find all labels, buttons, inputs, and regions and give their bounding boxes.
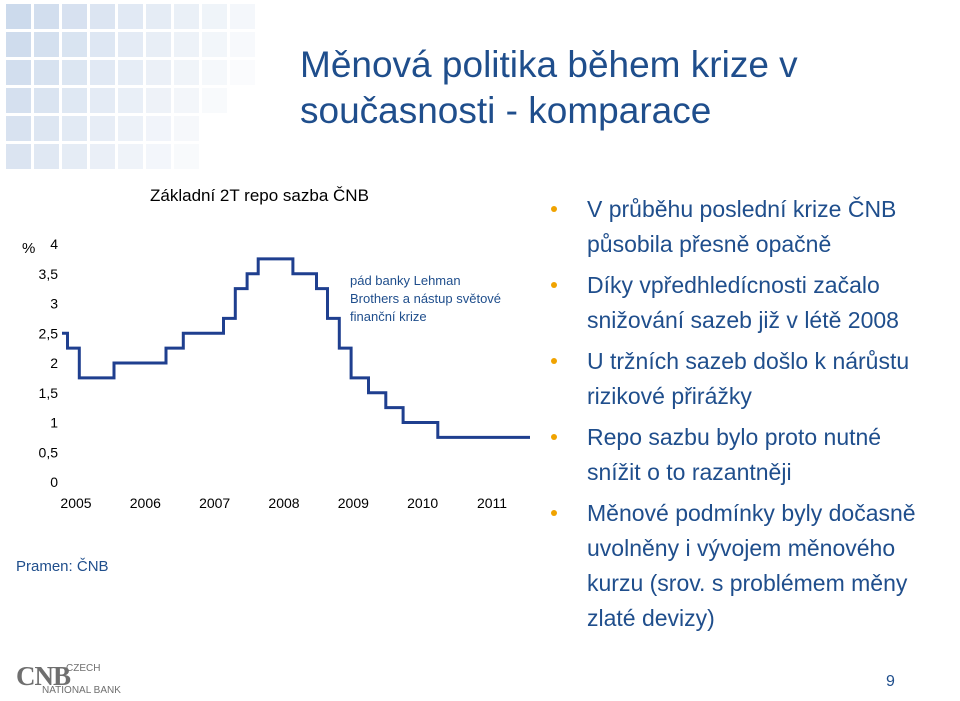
bullet-list [545,192,955,642]
cnb-logo [16,661,121,696]
title-line-2: současnosti - komparace [300,90,712,131]
bullet-dot-icon [551,434,557,440]
tile [90,88,115,113]
x-tick-label: 2007 [199,495,231,511]
tile [230,4,255,29]
logo-mark: CNB [16,661,71,691]
x-tick-label: 2009 [337,495,369,511]
x-tick-label: 2005 [60,495,92,511]
page-title [300,42,940,134]
tile [202,88,227,113]
x-tick-label: 2006 [129,495,161,511]
y-tick-label: 1 [50,414,58,431]
y-tick-label: 0 [50,474,58,490]
tile [6,32,31,57]
bullet-dot-icon [551,358,557,364]
tile [90,116,115,141]
source-note: Pramen: ČNB [16,558,109,575]
tile [118,32,143,57]
bullet-text-line: rizikové přirážky [587,383,752,409]
bullet-item [545,192,955,262]
tile [174,144,199,169]
tile [202,4,227,29]
bullet-text-line: kurzu (srov. s problémem měny [587,570,908,596]
y-tick-label: 1,5 [38,384,58,401]
bullet-item [545,420,955,490]
tile [118,116,143,141]
page-number: 9 [886,673,895,690]
y-axis-label: % [22,240,36,257]
bullet-dot-icon [551,206,557,212]
tile [230,32,255,57]
tile [146,60,171,85]
logo-line-2: NATIONAL BANK [42,685,121,696]
tile [6,144,31,169]
y-tick-label: 2,5 [38,325,58,342]
bullet-text-line: zlaté devizy) [587,605,715,631]
y-tick-label: 3 [50,295,58,312]
tile [62,4,87,29]
tile [118,88,143,113]
tile [146,4,171,29]
tile [230,60,255,85]
bullet-item [545,496,955,636]
bullet-text-line: V průběhu poslední krize ČNB [587,196,897,222]
tile [62,88,87,113]
logo-text [42,663,121,696]
tile [62,144,87,169]
title-line-1: Měnová politika během krize v [300,44,798,85]
tile [174,32,199,57]
tile [118,144,143,169]
tile [90,4,115,29]
bullet-item [545,344,955,414]
bullet-text-line: působila přesně opačně [587,231,832,257]
logo-line-1: CZECH [66,663,101,674]
x-tick-label: 2011 [476,495,508,511]
tile [34,116,59,141]
bullet-text-line: snížit o to razantněji [587,459,792,485]
x-tick-label: 2008 [268,495,300,511]
tile [90,32,115,57]
bullet-text-line: Repo sazbu bylo proto nutné [587,424,882,450]
tile [146,116,171,141]
tile [174,88,199,113]
tile [34,88,59,113]
tile [202,60,227,85]
tile [62,32,87,57]
bullet-dot-icon [551,282,557,288]
annotation-line-3: finanční krize [350,309,427,324]
x-tick-label: 2010 [407,495,439,511]
tile [34,144,59,169]
tile [174,4,199,29]
y-tick-label: 4 [50,236,58,252]
y-tick-label: 3,5 [38,265,58,282]
tile [34,32,59,57]
annotation-line-1: pád banky Lehman [350,273,461,288]
tile [6,88,31,113]
annotation-line-2: Brothers a nástup světové [350,291,502,306]
tile [6,116,31,141]
chart-annotation [350,272,550,326]
bullet-text-line: uvolněny i vývojem měnového [587,535,896,561]
tile [34,4,59,29]
bullet-text-line: Díky vpředhledícnosti začalo [587,272,880,298]
tile [6,60,31,85]
tile [118,60,143,85]
tile [90,60,115,85]
tile [174,116,199,141]
bullet-text-line: U tržních sazeb došlo k nárůstu [587,348,910,374]
tile [90,144,115,169]
tile [146,88,171,113]
y-tick-label: 2 [50,355,58,371]
tile [118,4,143,29]
bullet-text-line: snižování sazeb již v létě 2008 [587,307,899,333]
tile [62,116,87,141]
tile [174,60,199,85]
bullet-dot-icon [551,510,557,516]
tile [62,60,87,85]
tile [34,60,59,85]
decorative-tile-pattern [0,0,270,180]
y-tick-label: 0,5 [38,444,58,461]
tile [6,4,31,29]
tile [146,144,171,169]
bullet-item [545,268,955,338]
tile [202,32,227,57]
tile [146,32,171,57]
bullet-text-line: Měnové podmínky byly dočasně [587,500,916,526]
chart-title: Základní 2T repo sazba ČNB [150,186,369,205]
